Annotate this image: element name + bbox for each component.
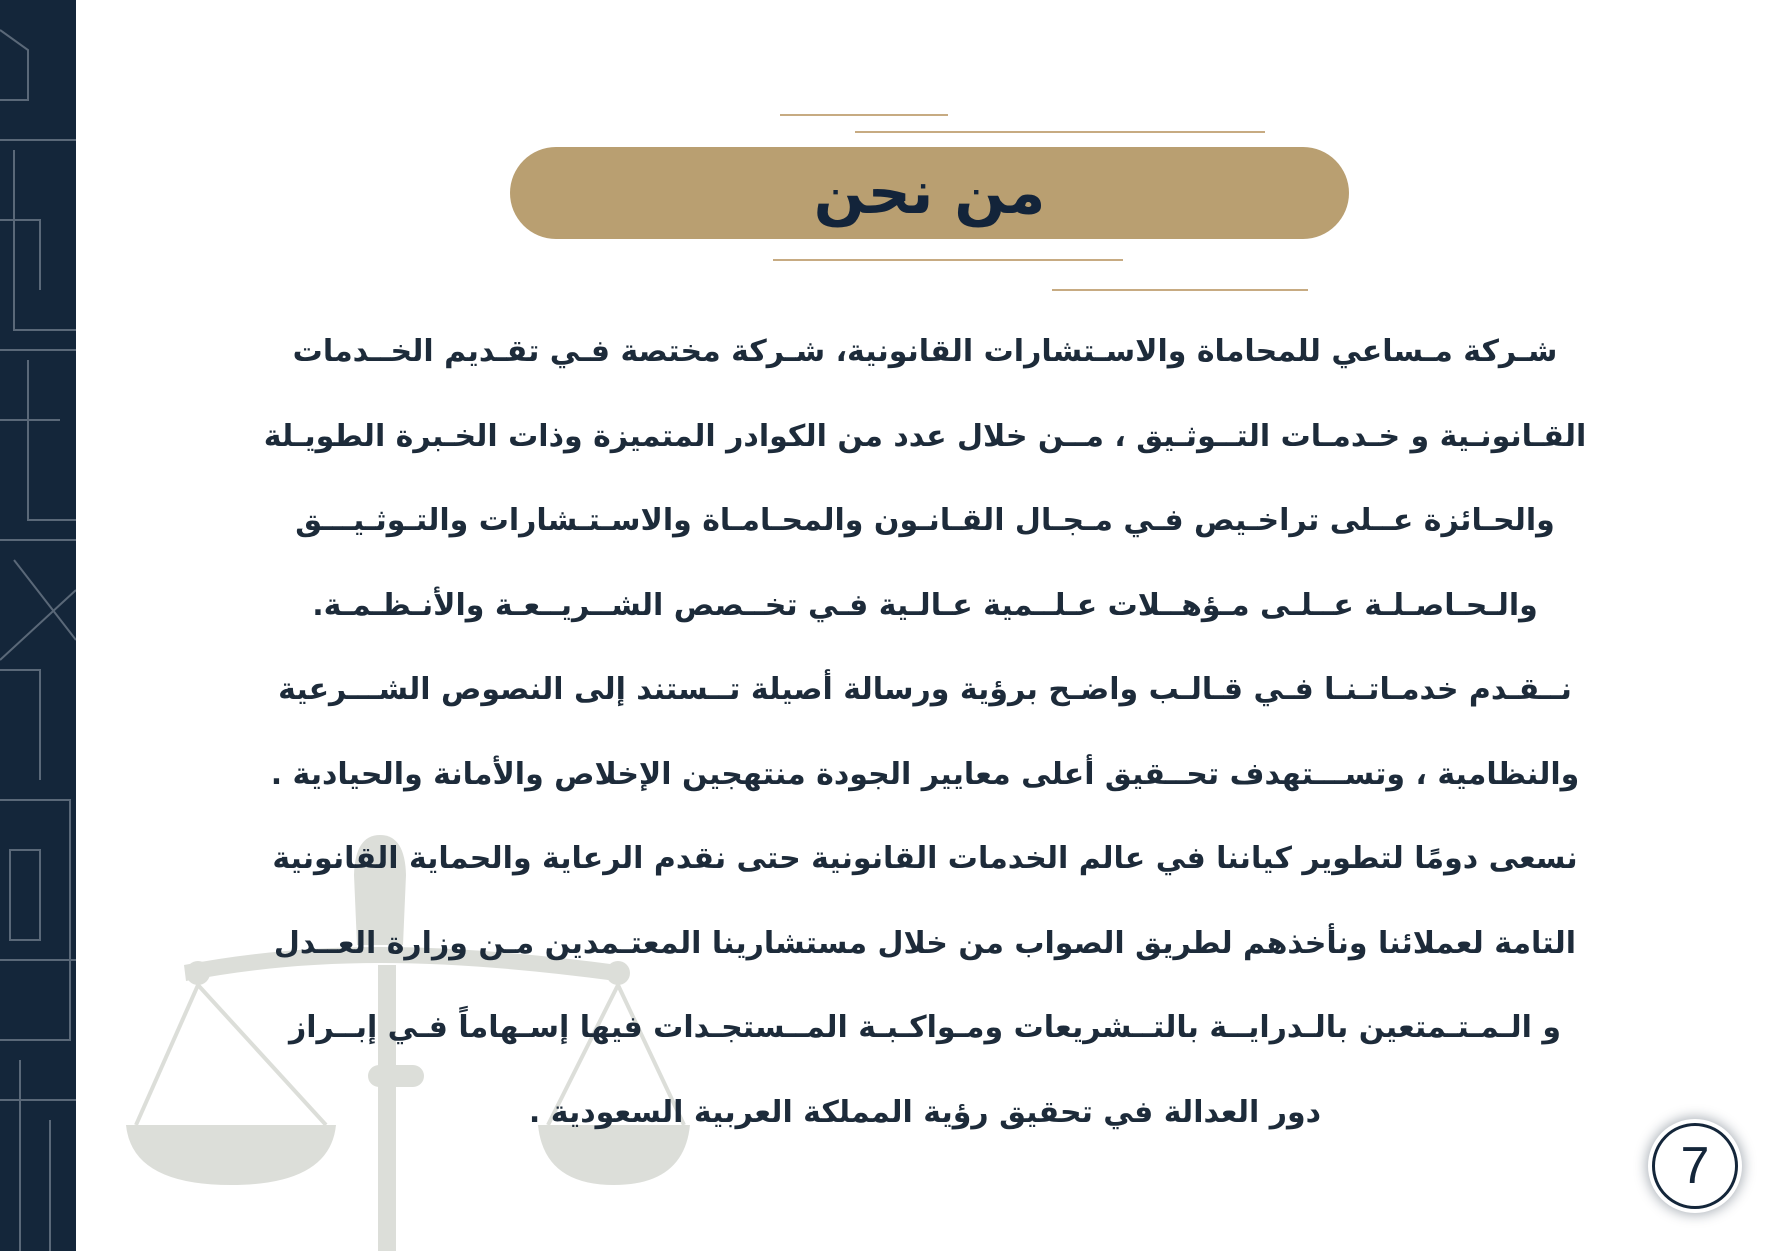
paragraph-line: و الـمـتـمتعين بالـدرايــة بالتــشريعات ومـواكـبـة المــستجـدات فيها إسـهاماً فـي إبــراز: [288, 1010, 1562, 1045]
paragraph-line: القـانونـية و خـدمـات التــوثـيق ، مــن خلال عدد من الكوادر المتميزة وذات الخـبرة الطويـلة: [263, 418, 1587, 454]
paragraph-line: والـحـاصـلـة عــلـى مـؤهــلات عـلــمية عـالـية فـي تخــصص الشــريــعـة والأنـظـمـة.: [312, 587, 1538, 623]
page-title-banner: [510, 147, 1349, 239]
page-number: 7: [1680, 1137, 1710, 1195]
geometric-pattern: [0, 0, 76, 1251]
paragraph-line: والحـائزة عــلى تراخـيص فـي مـجـال القـانـون والمحـامـاة والاسـتـشارات والتـوثـيـــق: [295, 503, 1555, 538]
page-number-badge: [1652, 1123, 1738, 1209]
paragraph-line: والنظامية ، وتســـتهدف تحــقيق أعلى معايير الجودة منتهجين الإخلاص والأمانة والحيادية .: [270, 756, 1580, 792]
paragraph-line: نسعى دومًا لتطوير كياننا في عالم الخدمات القانونية حتى نقدم الرعاية والحماية القانونية: [272, 841, 1578, 876]
title-decor-line: [773, 259, 1123, 261]
about-us-paragraph: [245, 310, 1605, 1155]
paragraph-line: شـركة مـساعي للمحاماة والاسـتشارات القانونية، شـركة مختصة فـي تقـديم الخــدمات: [292, 334, 1558, 369]
title-decor-line: [855, 131, 1265, 133]
page-title: من نحن: [813, 158, 1046, 228]
paragraph-line: نــقـدم خدمـاتـنـا فـي قـالـب واضـح برؤية ورسالة أصيلة تــستند إلى النصوص الشـــرعية: [278, 672, 1572, 707]
paragraph-line: دور العدالة في تحقيق رؤية المملكة العربية السعودية .: [528, 1094, 1322, 1130]
title-decor-line: [1052, 289, 1308, 291]
title-decor-line: [780, 114, 948, 116]
left-decorative-sidebar: [0, 0, 76, 1251]
paragraph-line: التامة لعملائنا ونأخذهم لطريق الصواب من خلال مستشارينا المعتـمدين مـن وزارة العــدل: [273, 925, 1577, 961]
